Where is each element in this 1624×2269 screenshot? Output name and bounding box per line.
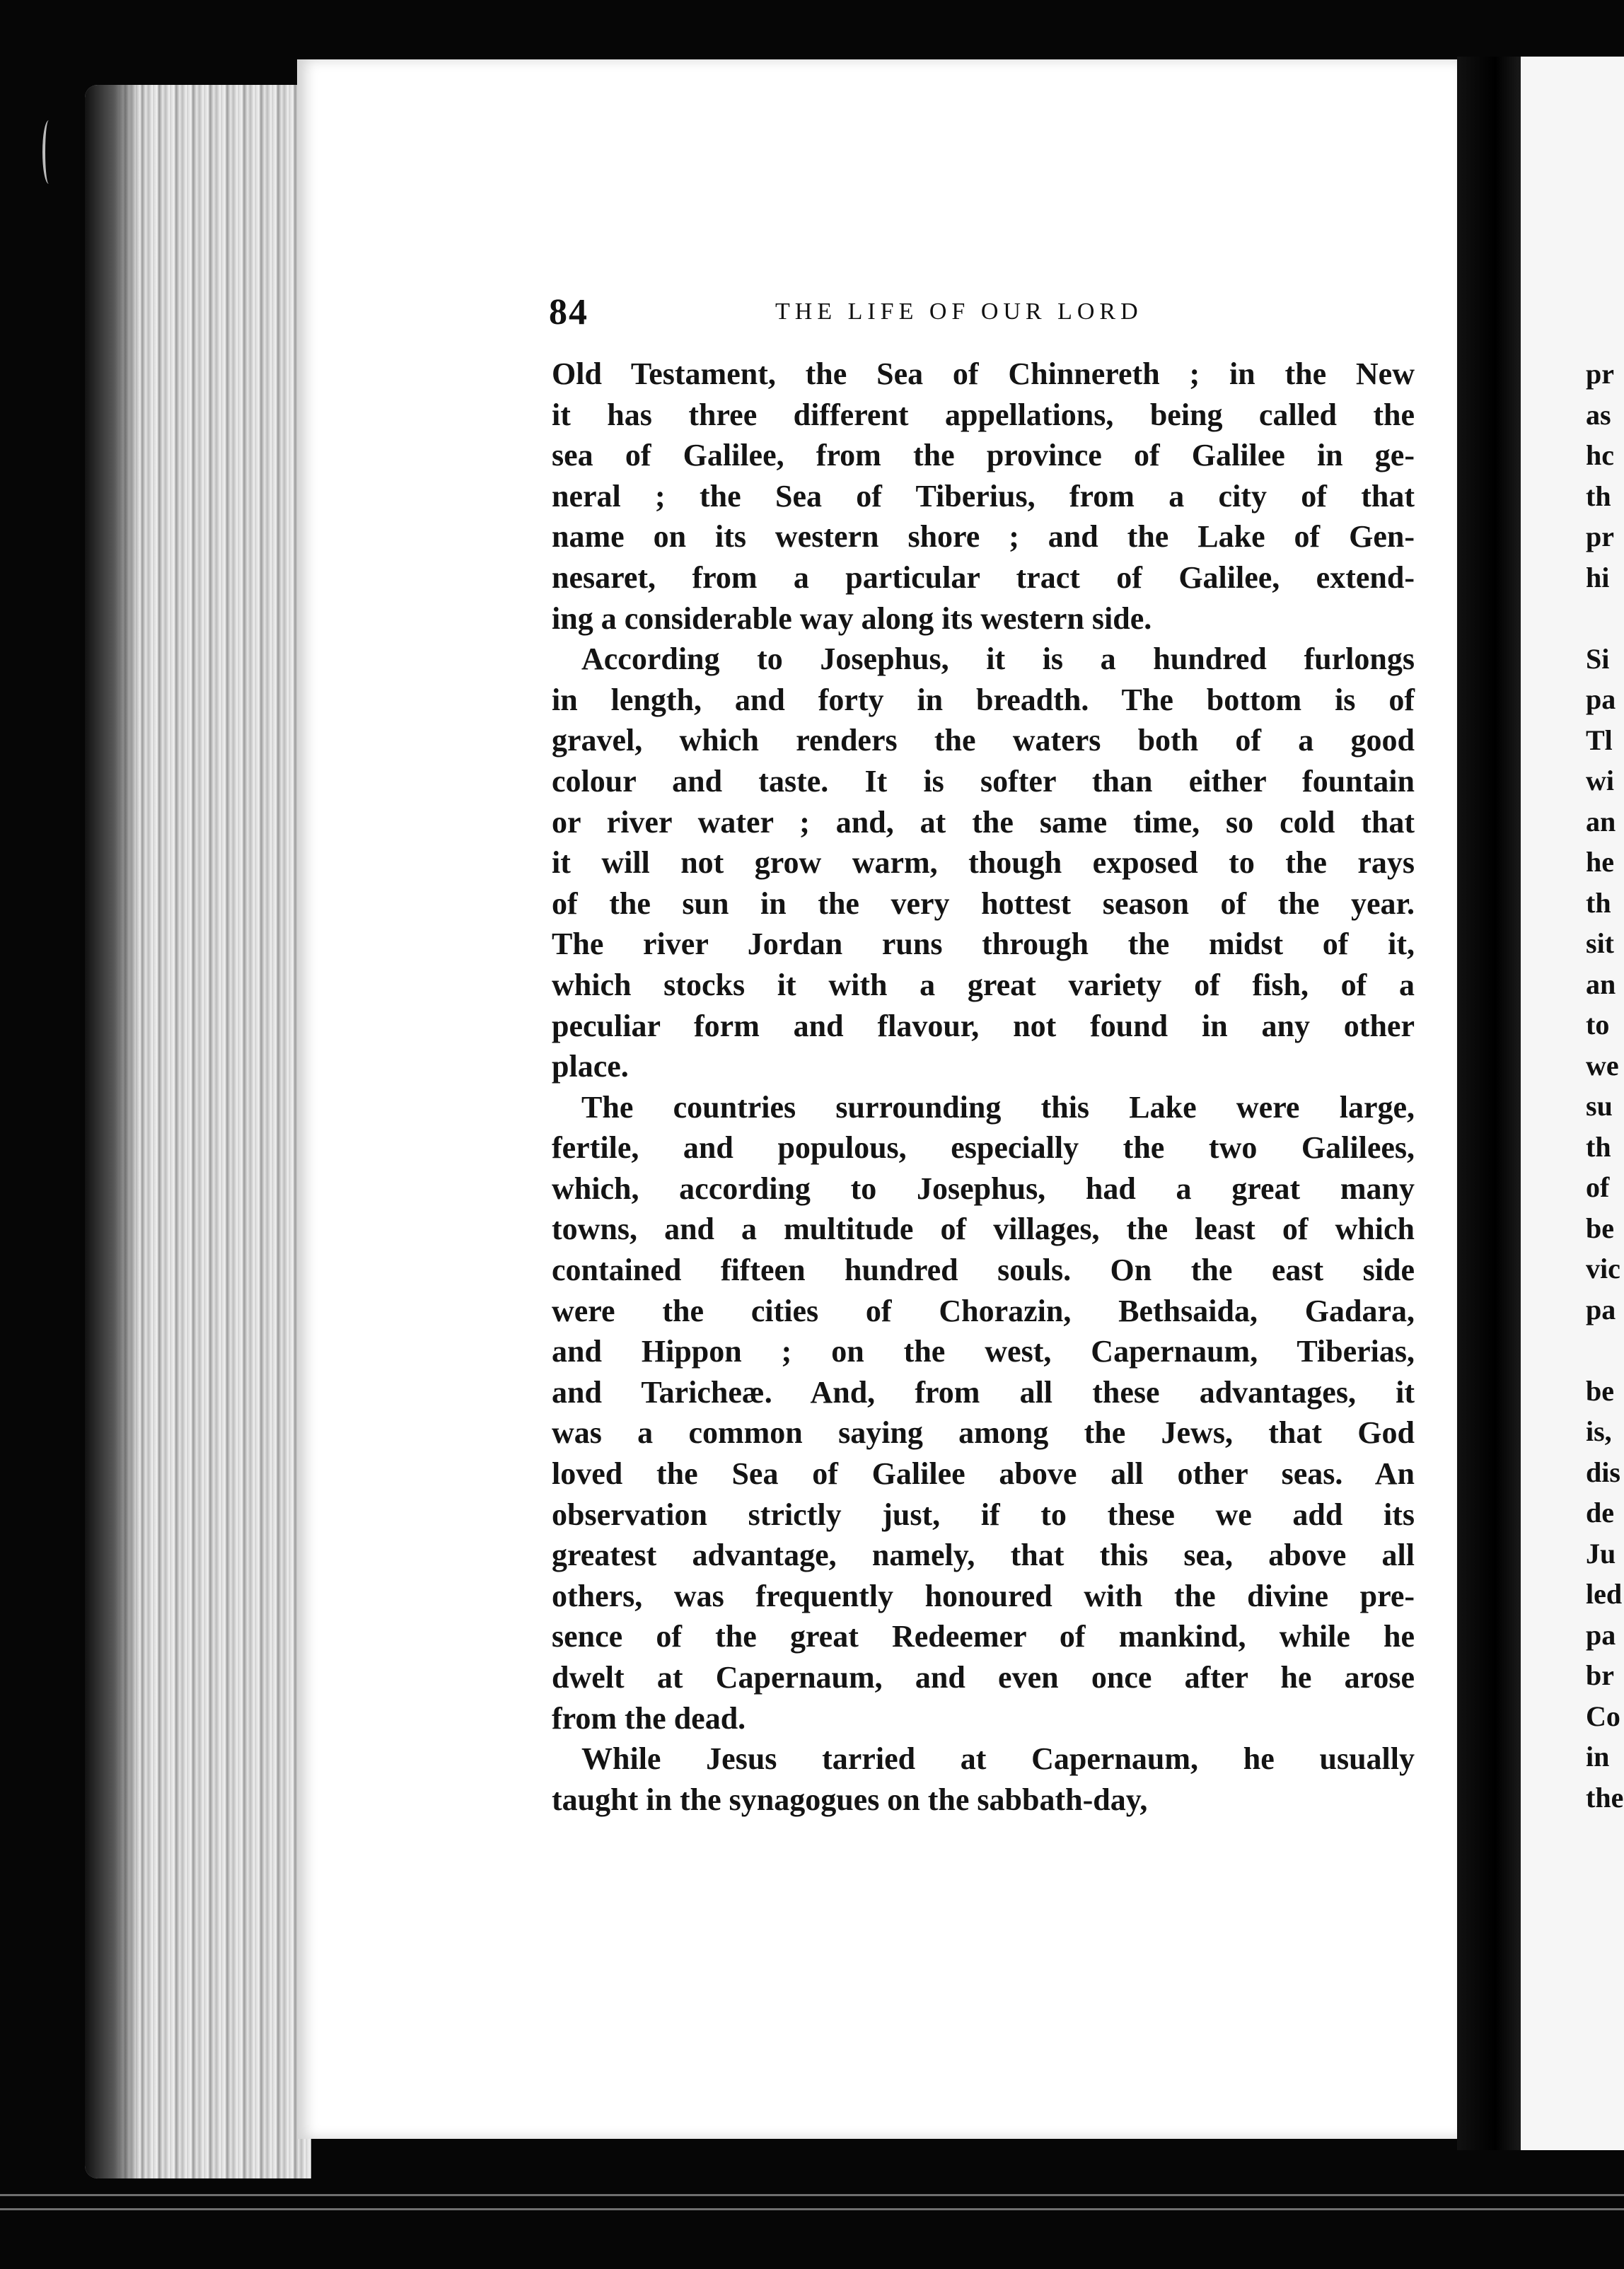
facing-text-fragment: Co [1586, 1700, 1620, 1732]
text-line: nesaret, from a particular tract of Galilee, extend- [552, 559, 1415, 595]
text-line: it has three different appellations, being called the [552, 397, 1415, 432]
text-line: were the cities of Chorazin, Bethsaida, Gadara, [552, 1293, 1415, 1328]
facing-text-fragment: pa [1586, 1293, 1616, 1325]
text-line: from the dead. [552, 1700, 746, 1736]
running-head: THE LIFE OF OUR LORD [775, 298, 1143, 325]
text-line: greatest advantage, namely, that this sea, above all [552, 1538, 1415, 1573]
text-line: According to Josephus, it is a hundred furlongs [581, 642, 1415, 677]
text-line: The countries surrounding this Lake were large, [581, 1089, 1415, 1125]
facing-text-fragment: dis [1586, 1456, 1620, 1488]
spine-shadow [85, 85, 141, 2178]
text-line: gravel, which renders the waters both of a good [552, 723, 1415, 758]
facing-text-fragment [1586, 598, 1624, 639]
text-line: neral ; the Sea of Tiberius, from a city of that [552, 478, 1415, 513]
facing-text-fragment: we [1586, 1049, 1619, 1081]
facing-text-fragment: br [1586, 1659, 1614, 1691]
text-line: contained fifteen hundred souls. On the east side [552, 1253, 1415, 1288]
facing-text-fragment: be [1586, 1374, 1614, 1407]
text-line: towns, and a multitude of villages, the least of which [552, 1212, 1415, 1247]
facing-text-fragment: an [1586, 805, 1616, 837]
text-line: colour and taste. It is softer than either fountain [552, 763, 1415, 799]
facing-text-fragment: as [1586, 398, 1611, 431]
text-line: sence of the great Redeemer of mankind, while he [552, 1619, 1415, 1654]
text-line: it will not grow warm, though exposed to the rays [552, 845, 1415, 881]
text-line: which stocks it with a great variety of fish, of a [552, 967, 1415, 1002]
facing-text-fragment: Tl [1586, 724, 1613, 756]
text-line: and Tarichеæ. And, from all these advantages, it [552, 1374, 1415, 1410]
facing-text-fragment: hi [1586, 561, 1610, 593]
text-line: place. [552, 1049, 629, 1084]
text-line: sea of Galilee, from the province of Galilee in ge- [552, 438, 1415, 473]
facing-text-fragment: su [1586, 1090, 1613, 1122]
text-line: taught in the synagogues on the sabbath-day, [552, 1782, 1148, 1817]
facing-text-fragment: wi [1586, 765, 1614, 796]
text-line: or river water ; and, at the same time, so cold that [552, 804, 1415, 840]
page-body-text [552, 354, 1415, 1820]
scan-line [0, 2208, 1624, 2210]
text-line: observation strictly just, if to these we add its [552, 1497, 1415, 1532]
facing-text-fragment: in [1586, 1741, 1610, 1772]
facing-text-fragment: pa [1586, 683, 1616, 715]
text-line: ing a considerable way along its western side. [552, 600, 1152, 636]
facing-text-fragment: th [1586, 480, 1611, 512]
facing-text-fragment [1586, 1330, 1624, 1371]
page-header [549, 291, 1412, 334]
facing-text-fragment: sit [1586, 927, 1614, 959]
text-line: dwelt at Capernaum, and even once after he arose [552, 1660, 1415, 1695]
text-line: of the sun in the very hottest season of the year. [552, 886, 1415, 921]
text-line: and Hippon ; on the west, Capernaum, Tiberias, [552, 1334, 1415, 1369]
text-line: While Jesus tarried at Capernaum, he usually [581, 1741, 1415, 1777]
facing-text-fragment: to [1586, 1009, 1610, 1040]
scan-artefact [42, 120, 55, 184]
page-number: 84 [549, 292, 588, 332]
facing-text-fragment: pr [1586, 521, 1614, 552]
text-line: The river Jordan runs through the midst of it, [552, 927, 1415, 962]
facing-text-fragment: pr [1586, 358, 1614, 390]
facing-text-fragment: vic [1586, 1253, 1620, 1284]
facing-text-fragment: an [1586, 968, 1616, 1000]
text-line: which, according to Josephus, had a great many [552, 1171, 1415, 1206]
facing-text-fragment: de [1586, 1497, 1614, 1528]
facing-page-text [1586, 354, 1624, 1818]
facing-text-fragment: th [1586, 886, 1611, 919]
gutter-shadow [1457, 57, 1521, 2150]
text-line: peculiar form and flavour, not found in any other [552, 1008, 1415, 1043]
facing-text-fragment: th [1586, 1130, 1611, 1163]
text-line: fertile, and populous, especially the two Galilees, [552, 1130, 1415, 1166]
facing-text-fragment: Ju [1586, 1537, 1616, 1569]
facing-text-fragment: he [1586, 846, 1614, 878]
text-line: loved the Sea of Galilee above all other seas. An [552, 1456, 1415, 1492]
text-line: name on its western shore ; and the Lake of Gen- [552, 519, 1415, 555]
text-line: Old Testament, the Sea of Chinnereth ; in the New [552, 356, 1415, 391]
text-line: others, was frequently honoured with the divine pre- [552, 1578, 1415, 1613]
facing-text-fragment: hc [1586, 439, 1614, 471]
facing-text-fragment: the [1586, 1781, 1624, 1814]
facing-text-fragment: Si [1586, 642, 1610, 675]
text-line: in length, and forty in breadth. The bottom is of [552, 682, 1415, 717]
facing-text-fragment: led [1586, 1578, 1623, 1610]
facing-text-fragment: is, [1586, 1415, 1612, 1447]
facing-text-fragment: of [1586, 1171, 1610, 1203]
facing-text-fragment: pa [1586, 1618, 1616, 1651]
text-line: was a common saying among the Jews, that God [552, 1415, 1415, 1451]
scan-line [0, 2194, 1624, 2196]
facing-text-fragment: be [1586, 1212, 1614, 1244]
